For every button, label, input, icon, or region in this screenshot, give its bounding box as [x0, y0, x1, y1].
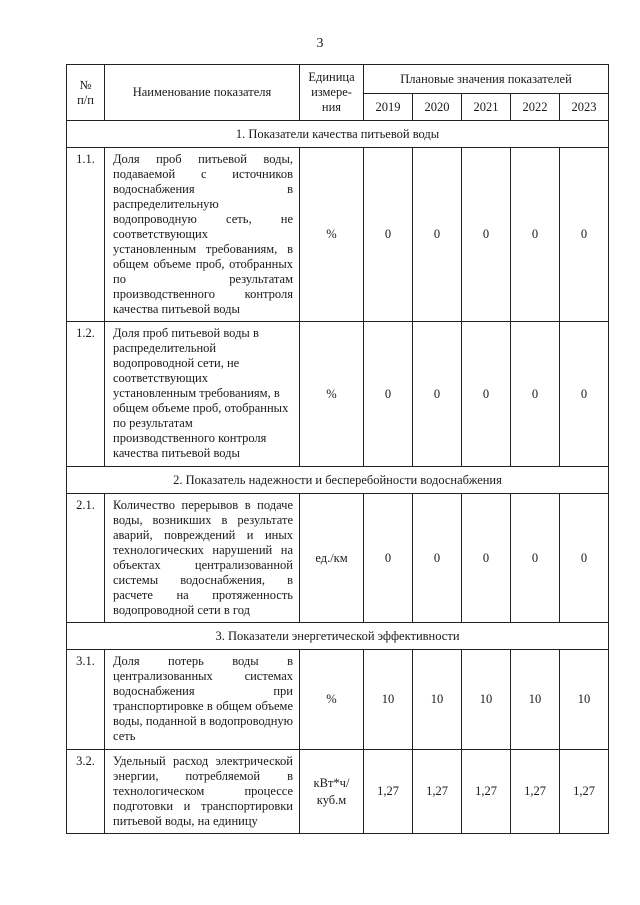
indicator-unit: %	[300, 650, 364, 750]
plan-value: 0	[511, 494, 560, 623]
row-number: 1.1.	[67, 148, 105, 322]
plan-value: 0	[364, 322, 413, 467]
header-year: 2023	[560, 94, 609, 121]
plan-value: 0	[560, 148, 609, 322]
plan-value: 10	[511, 650, 560, 750]
plan-value: 0	[413, 494, 462, 623]
plan-value: 10	[364, 650, 413, 750]
indicator-name: Количество перерывов в подаче воды, возникших в результате аварий, повреждений и иных технологических нарушений на объектах централизованной системы водоснабжения, в расчете на протяженность водопроводной сети в год	[105, 494, 300, 623]
plan-value: 0	[364, 494, 413, 623]
indicators-table	[66, 64, 609, 834]
header-plan: Плановые значения показателей	[364, 65, 609, 94]
plan-value: 1,27	[511, 750, 560, 834]
plan-value: 0	[413, 148, 462, 322]
row-number: 3.2.	[67, 750, 105, 834]
header-year: 2019	[364, 94, 413, 121]
plan-value: 0	[560, 322, 609, 467]
table-row	[67, 650, 609, 750]
header-year: 2021	[462, 94, 511, 121]
indicator-name: Доля проб питьевой воды, подаваемой с источников водоснабжения в распределительную водопроводную сеть, не соответствующих установленным требованиям, в общем объеме проб, отобранных по результатам производственного контроля качества питьевой воды	[105, 148, 300, 322]
plan-value: 0	[462, 322, 511, 467]
header-year: 2020	[413, 94, 462, 121]
plan-value: 0	[511, 148, 560, 322]
plan-value: 10	[413, 650, 462, 750]
plan-value: 10	[560, 650, 609, 750]
indicator-name: Удельный расход электрической энергии, потребляемой в технологическом процессе подготовки и транспортировки питьевой воды, на единицу	[105, 750, 300, 834]
section-title: 2. Показатель надежности и бесперебойности водоснабжения	[67, 467, 609, 494]
header-name: Наименование показателя	[105, 65, 300, 121]
plan-value: 1,27	[413, 750, 462, 834]
row-number: 2.1.	[67, 494, 105, 623]
table-row	[67, 148, 609, 322]
row-number: 3.1.	[67, 650, 105, 750]
section-title: 1. Показатели качества питьевой воды	[67, 121, 609, 148]
header-year: 2022	[511, 94, 560, 121]
plan-value: 1,27	[560, 750, 609, 834]
plan-value: 1,27	[364, 750, 413, 834]
table-row	[67, 322, 609, 467]
indicator-unit: кВт*ч/ куб.м	[300, 750, 364, 834]
plan-value: 0	[560, 494, 609, 623]
indicator-name: Доля проб питьевой воды в распределительной водопроводной сети, не соответствующих установленным требованиям, в общем объеме проб, отобранных по результатам производственного контроля качества питьевой воды	[105, 322, 300, 467]
table-row	[67, 750, 609, 834]
table-row	[67, 494, 609, 623]
indicator-name: Доля потерь воды в централизованных системах водоснабжения при транспортировке в общем объеме воды, поданной в водопроводную сеть	[105, 650, 300, 750]
header-num: № п/п	[67, 65, 105, 121]
section-title: 3. Показатели энергетической эффективности	[67, 623, 609, 650]
plan-value: 0	[364, 148, 413, 322]
plan-value: 0	[462, 148, 511, 322]
plan-value: 10	[462, 650, 511, 750]
plan-value: 1,27	[462, 750, 511, 834]
row-number: 1.2.	[67, 322, 105, 467]
indicator-unit: ед./км	[300, 494, 364, 623]
indicator-unit: %	[300, 322, 364, 467]
header-unit: Единица измере-ния	[300, 65, 364, 121]
page-number: 3	[316, 36, 324, 51]
indicator-unit: %	[300, 148, 364, 322]
plan-value: 0	[511, 322, 560, 467]
plan-value: 0	[413, 322, 462, 467]
plan-value: 0	[462, 494, 511, 623]
